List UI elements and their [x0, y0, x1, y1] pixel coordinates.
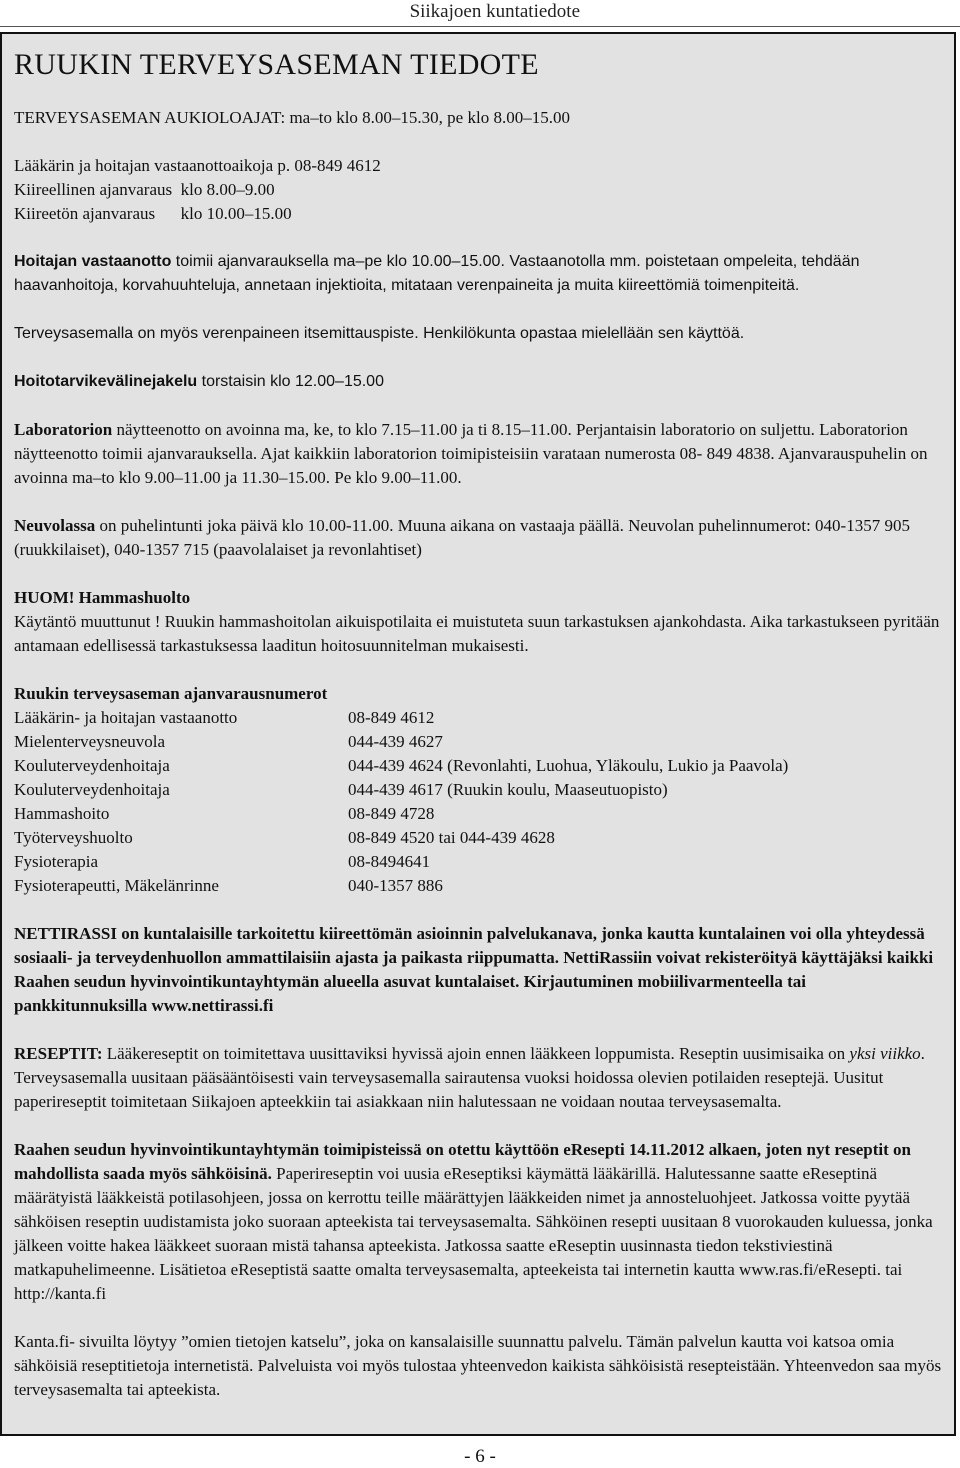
nurse-paragraph — [14, 250, 942, 298]
bp-point-paragraph: Terveysasemalla on myös verenpaineen itsemittauspiste. Henkilökunta opastaa mielellään sen käyttöä. — [14, 325, 745, 342]
contact-name: Kouluterveydenhoitaja — [14, 780, 170, 799]
contact-row — [14, 730, 942, 754]
nurse-bold: Hoitajan vastaanotto — [14, 253, 172, 270]
contact-number: 044-439 4627 — [348, 732, 443, 751]
page-number: - 6 - — [464, 1446, 496, 1467]
clinic-bold: Neuvolassa — [14, 516, 96, 535]
header-rule — [0, 26, 960, 27]
contact-number: 08-849 4612 — [348, 708, 435, 727]
reception-line-1: Lääkärin ja hoitajan vastaanottoaikoja p. 08-849 4612 — [14, 156, 381, 175]
contact-number: 08-849 4728 — [348, 804, 435, 823]
contact-row — [14, 706, 942, 730]
prescriptions-paragraph — [14, 1042, 942, 1114]
supplies-text: torstaisin klo 12.00–15.00 — [197, 373, 384, 390]
contact-name: Työterveyshuolto — [14, 828, 133, 847]
lab-paragraph — [14, 418, 942, 490]
clinic-text: on puhelintunti joka päivä klo 10.00-11.00. Muuna aikana on vastaaja päällä. Neuvolan puhelinnumerot: 040-1357 905 (ruukkilaiset), 040-1357 715 (paavolalaiset ja revonlahtiset) — [14, 516, 910, 559]
contact-row — [14, 826, 942, 850]
reception-line-3: Kiireetön ajanvaraus klo 10.00–15.00 — [14, 204, 292, 223]
dental-text: Käytäntö muuttunut ! Ruukin hammashoitolan aikuispotilaita ei muistuteta suun tarkastuksen ajankohdasta. Aika tarkastukseen pyritään antamaan edellisessä tarkastuksessa laaditun hoitosuunnitelman mukaisesti. — [14, 612, 940, 655]
dental-heading: HUOM! Hammashuolto — [14, 588, 191, 607]
erecipe-text: Paperireseptin voi uusia eReseptiksi käymättä lääkärillä. Halutessanne saatte eReseptinä määrätyistä lääkkeistä potilasohjeen, jossa on kerrottu teille määrättyjen lääkkeiden nimet ja annosteluohjeet. Jatkossa voitte pyytää sähköisen reseptin uudistamista joko suoraan apteekista tai terveysasemalta. Sähköinen resepti uusitaan 8 vuorokauden kuluessa, jonka jälkeen voitte hakea lääkkeet suoraan mistä tahansa apteekista. Jatkossa saatte eReseptin uusinnasta tiedon tekstiviestinä matkapuhelimeenne. Lisätietoa eReseptistä saatte omalta terveysasemalta, apteekeista tai internetin kautta www.ras.fi/eResepti. tai http://kanta.fi — [14, 1164, 933, 1303]
contact-number: 08-849 4520 tai 044-439 4628 — [348, 828, 555, 847]
contact-number: 040-1357 886 — [348, 876, 443, 895]
kanta-paragraph: Kanta.fi- sivuilta löytyy ”omien tietojen katselu”, joka on kansalaisille suunnattu palvelu. Tämän palvelun kautta voi katsoa omia sähköisiä reseptitietoja internetistä. Palveluista voi myös tulostaa yhteenvedon kaikista sähköisistä resepteistään. Yhteenvedon saa myös terveysasemalta tai apteekista. — [14, 1332, 942, 1399]
contact-row — [14, 850, 942, 874]
notice-title: RUUKIN TERVEYSASEMAN TIEDOTE — [14, 48, 539, 81]
opening-hours: TERVEYSASEMAN AUKIOLOAJAT: ma–to klo 8.00–15.30, pe klo 8.00–15.00 — [14, 108, 570, 127]
contact-number: 044-439 4624 (Revonlahti, Luohua, Yläkoulu, Lukio ja Paavola) — [348, 756, 789, 775]
prescriptions-text-2: . Terveysasemalla uusitaan pääsääntöisesti vain terveysasemalla sairautensa vuoksi hoidossa olevien potilaiden reseptejä. Uusitut paperireseptit toimitetaan Siikajoen apteekkiin tai asiakkaan niin halutessaan ne voidaan noutaa terveysasemalta. — [14, 1044, 925, 1111]
prescriptions-text-1: Lääkereseptit on toimitettava uusittaviksi hyvissä ajoin ennen lääkkeen loppumista. Reseptin uusimisaika on — [102, 1044, 850, 1063]
nettirassi-paragraph: NETTIRASSI on kuntalaisille tarkoitettu kiireettömän asioinnin palvelukanava, jonka kautta kuntalainen voi olla yhteydessä sosiaali- ja terveydenhuollon ammattilaisiin ajasta ja paikasta riippumatta. NettiRassiin voivat rekisteröityä käyttäjäksi kaikki Raahen seudun hyvinvointikuntayhtymän alueella asuvat kuntalaiset. Kirjautuminen mobiilivarmenteella tai pankkitunnuksilla www.nettirassi.fi — [14, 924, 934, 1015]
supplies-paragraph — [14, 370, 942, 394]
notice-box — [0, 32, 956, 1436]
lab-text: näytteenotto on avoinna ma, ke, to klo 7.15–11.00 ja ti 8.15–11.00. Perjantaisin laboratorio on suljettu. Laboratorion näytteenotto toimii ajanvarauksella. Ajat kaikkiin laboratorion toimipisteisiin varataan numerosta 08- 849 4838. Ajanvarauspuhelin on avoinna ma–to klo 9.00–11.00 ja 11.30–15.00. Pe klo 9.00–11.00. — [14, 420, 928, 487]
contact-name: Mielenterveysneuvola — [14, 732, 166, 751]
reception-line-2: Kiireellinen ajanvaraus klo 8.00–9.00 — [14, 180, 275, 199]
contacts-list — [14, 706, 942, 898]
contact-row — [14, 802, 942, 826]
publication-header: Siikajoen kuntatiedote — [409, 1, 580, 22]
erecipe-paragraph — [14, 1138, 942, 1306]
lab-bold: Laboratorion — [14, 420, 113, 439]
contact-name: Fysioterapia — [14, 852, 99, 871]
contact-row — [14, 874, 942, 898]
contact-name: Kouluterveydenhoitaja — [14, 756, 170, 775]
contact-row — [14, 778, 942, 802]
contact-number: 08-8494641 — [348, 852, 431, 871]
contact-name: Fysioterapeutti, Mäkelänrinne — [14, 876, 219, 895]
contact-row — [14, 754, 942, 778]
contact-name: Lääkärin- ja hoitajan vastaanotto — [14, 708, 238, 727]
contact-number: 044-439 4617 (Ruukin koulu, Maaseutuopisto) — [348, 780, 668, 799]
erecipe-bold: Raahen seudun hyvinvointikuntayhtymän toimipisteissä on otettu käyttöön eResepti 14.11.2012 alkaen, joten nyt reseptit on mahdollista saada myös sähköisinä. — [14, 1140, 911, 1183]
contact-name: Hammashoito — [14, 804, 110, 823]
clinic-paragraph — [14, 514, 942, 562]
supplies-bold: Hoitotarvikevälinejakelu — [14, 373, 198, 390]
nurse-text: toimii ajanvarauksella ma–pe klo 10.00–15.00. Vastaanotolla mm. poistetaan ompeleita, tehdään haavanhoitoja, korvahuuhteluja, annetaan injektioita, mitataan verenpaineita ja muita kiireettömiä toimenpiteitä. — [14, 253, 860, 294]
prescriptions-label: RESEPTIT: — [14, 1044, 103, 1063]
prescriptions-italic: yksi viikko — [849, 1044, 921, 1063]
contacts-heading: Ruukin terveysaseman ajanvarausnumerot — [14, 684, 328, 703]
